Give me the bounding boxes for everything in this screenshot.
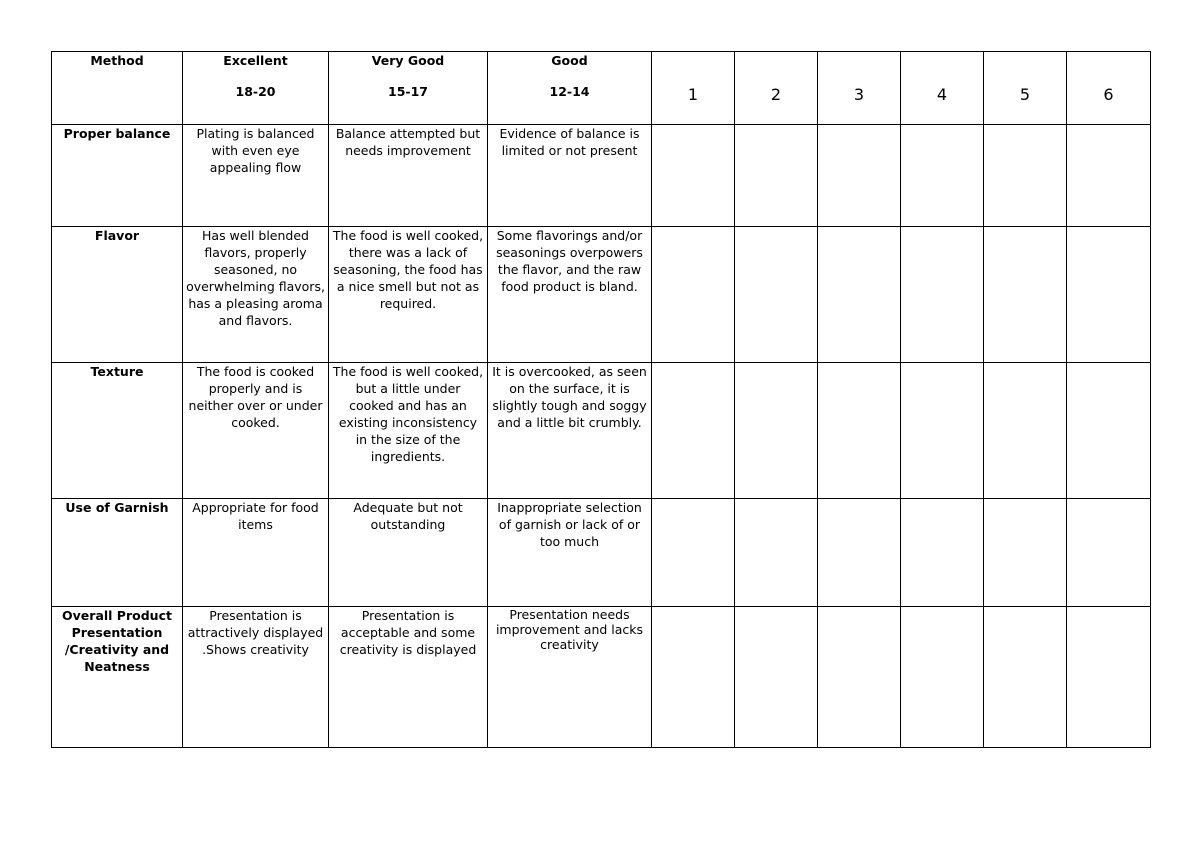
good-cell: It is overcooked, as seen on the surface, it is slightly tough and soggy and a little bit crumbly. <box>488 363 652 499</box>
very-good-cell: The food is well cooked, there was a lack of seasoning, the food has a nice smell but not as required. <box>329 227 488 363</box>
judge-score-cell[interactable] <box>818 227 901 363</box>
very-good-cell: Adequate but not outstanding <box>329 499 488 607</box>
level-header-very-good: Very Good 15-17 <box>329 52 488 125</box>
very-good-cell: The food is well cooked, but a little under cooked and has an existing inconsistency in the size of the ingredients. <box>329 363 488 499</box>
very-good-cell: Presentation is acceptable and some creativity is displayed <box>329 607 488 748</box>
judge-score-cell[interactable] <box>652 227 735 363</box>
table-row <box>52 499 1151 607</box>
judge-score-cell[interactable] <box>652 607 735 748</box>
judge-header-3: 3 <box>818 52 901 125</box>
judge-score-cell[interactable] <box>735 607 818 748</box>
judge-header-2: 2 <box>735 52 818 125</box>
judge-score-cell[interactable] <box>1067 607 1151 748</box>
good-cell: Evidence of balance is limited or not present <box>488 125 652 227</box>
judge-score-cell[interactable] <box>735 227 818 363</box>
good-cell: Inappropriate selection of garnish or lack of or too much <box>488 499 652 607</box>
method-cell: Use of Garnish <box>52 499 183 607</box>
excellent-cell: Presentation is attractively displayed .Shows creativity <box>183 607 329 748</box>
judge-score-cell[interactable] <box>984 227 1067 363</box>
method-cell: Flavor <box>52 227 183 363</box>
excellent-cell: Plating is balanced with even eye appealing flow <box>183 125 329 227</box>
judge-score-cell[interactable] <box>652 125 735 227</box>
judge-header-4: 4 <box>901 52 984 125</box>
judge-score-cell[interactable] <box>818 499 901 607</box>
judge-score-cell[interactable] <box>984 499 1067 607</box>
judge-score-cell[interactable] <box>735 499 818 607</box>
level-header-excellent: Excellent 18-20 <box>183 52 329 125</box>
method-cell: Overall Product Presentation /Creativity and Neatness <box>52 607 183 748</box>
judge-header-6: 6 <box>1067 52 1151 125</box>
good-cell: Some flavorings and/or seasonings overpowers the flavor, and the raw food product is bland. <box>488 227 652 363</box>
judge-score-cell[interactable] <box>1067 363 1151 499</box>
judge-score-cell[interactable] <box>901 499 984 607</box>
table-row <box>52 363 1151 499</box>
judge-score-cell[interactable] <box>818 607 901 748</box>
judge-score-cell[interactable] <box>652 363 735 499</box>
method-cell: Proper balance <box>52 125 183 227</box>
judge-header-5: 5 <box>984 52 1067 125</box>
judge-score-cell[interactable] <box>984 363 1067 499</box>
very-good-cell: Balance attempted but needs improvement <box>329 125 488 227</box>
judge-score-cell[interactable] <box>901 363 984 499</box>
table-row <box>52 125 1151 227</box>
table-row <box>52 227 1151 363</box>
judge-score-cell[interactable] <box>818 125 901 227</box>
judge-score-cell[interactable] <box>984 607 1067 748</box>
judge-score-cell[interactable] <box>984 125 1067 227</box>
judge-score-cell[interactable] <box>1067 227 1151 363</box>
method-cell: Texture <box>52 363 183 499</box>
excellent-cell: Has well blended flavors, properly seasoned, no overwhelming flavors, has a pleasing aroma and flavors. <box>183 227 329 363</box>
judge-score-cell[interactable] <box>1067 125 1151 227</box>
judge-score-cell[interactable] <box>1067 499 1151 607</box>
excellent-cell: The food is cooked properly and is neither over or under cooked. <box>183 363 329 499</box>
method-header: Method <box>52 52 183 125</box>
table-row <box>52 607 1151 748</box>
judge-score-cell[interactable] <box>901 227 984 363</box>
judge-header-1: 1 <box>652 52 735 125</box>
judge-score-cell[interactable] <box>818 363 901 499</box>
header-row <box>52 52 1151 125</box>
rubric-table <box>51 51 1151 748</box>
judge-score-cell[interactable] <box>735 125 818 227</box>
good-cell: Presentation needs improvement and lacks creativity <box>488 607 652 748</box>
excellent-cell: Appropriate for food items <box>183 499 329 607</box>
judge-score-cell[interactable] <box>901 125 984 227</box>
level-header-good: Good 12-14 <box>488 52 652 125</box>
judge-score-cell[interactable] <box>735 363 818 499</box>
judge-score-cell[interactable] <box>652 499 735 607</box>
judge-score-cell[interactable] <box>901 607 984 748</box>
